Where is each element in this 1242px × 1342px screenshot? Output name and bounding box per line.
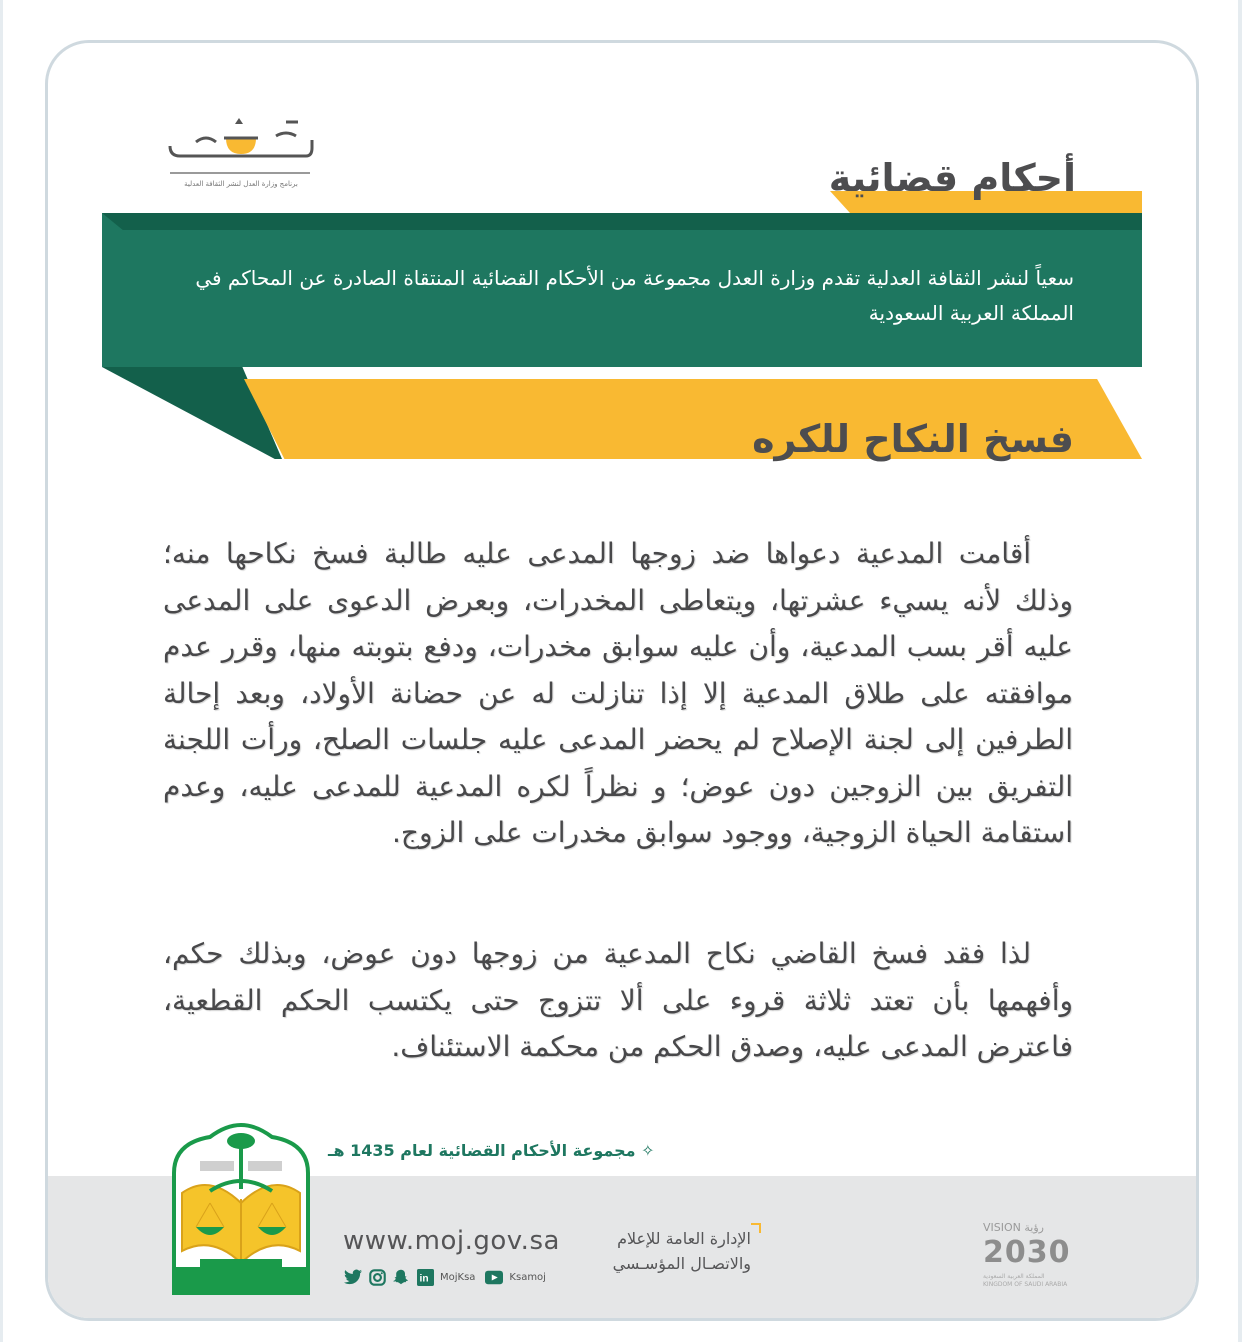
social-links bbox=[344, 1267, 550, 1287]
tarif-logo-divider bbox=[170, 172, 310, 174]
section-title: أحكام قضائية bbox=[828, 156, 1076, 200]
vision-country: المملكة العربية السعودية KINGDOM OF SAUDI ARABIA bbox=[983, 1273, 1068, 1288]
youtube-handle[interactable]: Ksamoj bbox=[509, 1271, 546, 1283]
vision-year: 2030 bbox=[983, 1235, 1071, 1270]
intro-text: سعياً لنشر الثقافة العدلية تقدم وزارة العدل مجموعة من الأحكام القضائية المنتقاة الصادرة عن المحاكم في المملكة العربية السعودية bbox=[195, 266, 1074, 325]
dept-corner-accent bbox=[751, 1223, 761, 1233]
collection-note-text: مجموعة الأحكام القضائية لعام 1435 هـ bbox=[328, 1141, 636, 1160]
intro-banner-shade bbox=[102, 213, 1142, 230]
ministry-of-justice-emblem-icon bbox=[170, 1123, 312, 1295]
judgment-card bbox=[45, 40, 1199, 1321]
department-name: الإدارة العامة للإعلام والاتصـال المؤسـسي bbox=[612, 1229, 751, 1273]
instagram-icon[interactable] bbox=[368, 1268, 386, 1286]
tarif-logo bbox=[166, 108, 316, 198]
linkedin-handle[interactable]: MojKsa bbox=[440, 1271, 476, 1283]
twitter-icon[interactable] bbox=[344, 1268, 362, 1286]
youtube-icon[interactable] bbox=[485, 1268, 503, 1286]
diamond-bullet-icon: ✧ bbox=[641, 1141, 655, 1160]
case-paragraph-2 bbox=[163, 931, 1073, 1071]
collection-note bbox=[328, 1141, 655, 1160]
vision-label: VISION رؤية bbox=[983, 1221, 1044, 1234]
case-paragraph-1-text: أقامت المدعية دعواها ضد زوجها المدعى عليه طالبة فسخ نكاحها منه؛ وذلك لأنه يسيء عشرتها، ويتعاطى المخدرات، وبعرض الدعوى على المدعى عليه أقر بسب المدعية، وأن عليه سوابق مخدرات، ودفع بتوبته منها، وقرر عدم موافقته على طلاق المدعية إلا إذا تنازلت له عن حضانة الأولاد، وبعد إحالة الطرفين إلى لجنة الإصلاح لم يحضر المدعى عليه جلسات الصلح، ورأت اللجنة التفريق بين الزوجين دون عوض؛ و نظراً لكره المدعية للمدعى عليه، وعدم استقامة الحياة الزوجية، ووجود سوابق مخدرات على الزوج. bbox=[163, 537, 1073, 849]
case-title: فسخ النكاح للكره bbox=[752, 417, 1074, 461]
snapchat-icon[interactable] bbox=[392, 1268, 410, 1286]
website-link[interactable]: www.moj.gov.sa bbox=[343, 1226, 560, 1256]
linkedin-icon[interactable] bbox=[416, 1268, 434, 1286]
svg-text:in: in bbox=[419, 1273, 429, 1285]
window-edge-right bbox=[1238, 0, 1242, 1342]
tarif-logo-icon bbox=[166, 116, 316, 162]
case-paragraph-1 bbox=[163, 531, 1073, 857]
window-edge-left bbox=[0, 0, 3, 1342]
case-paragraph-2-text: لذا فقد فسخ القاضي نكاح المدعية من زوجها دون عوض، وبذلك حكم، وأفهمها بأن تعتد ثلاثة قروء على ألا تتزوج حتى يكتسب الحكم القطعية، فاعترض المدعى عليه، وصدق الحكم من محكمة الاستئناف. bbox=[163, 937, 1073, 1063]
tarif-logo-subtitle: برنامج وزارة العدل لنشر الثقافة العدلية bbox=[184, 180, 298, 188]
vision-2030-logo bbox=[983, 1221, 1075, 1291]
